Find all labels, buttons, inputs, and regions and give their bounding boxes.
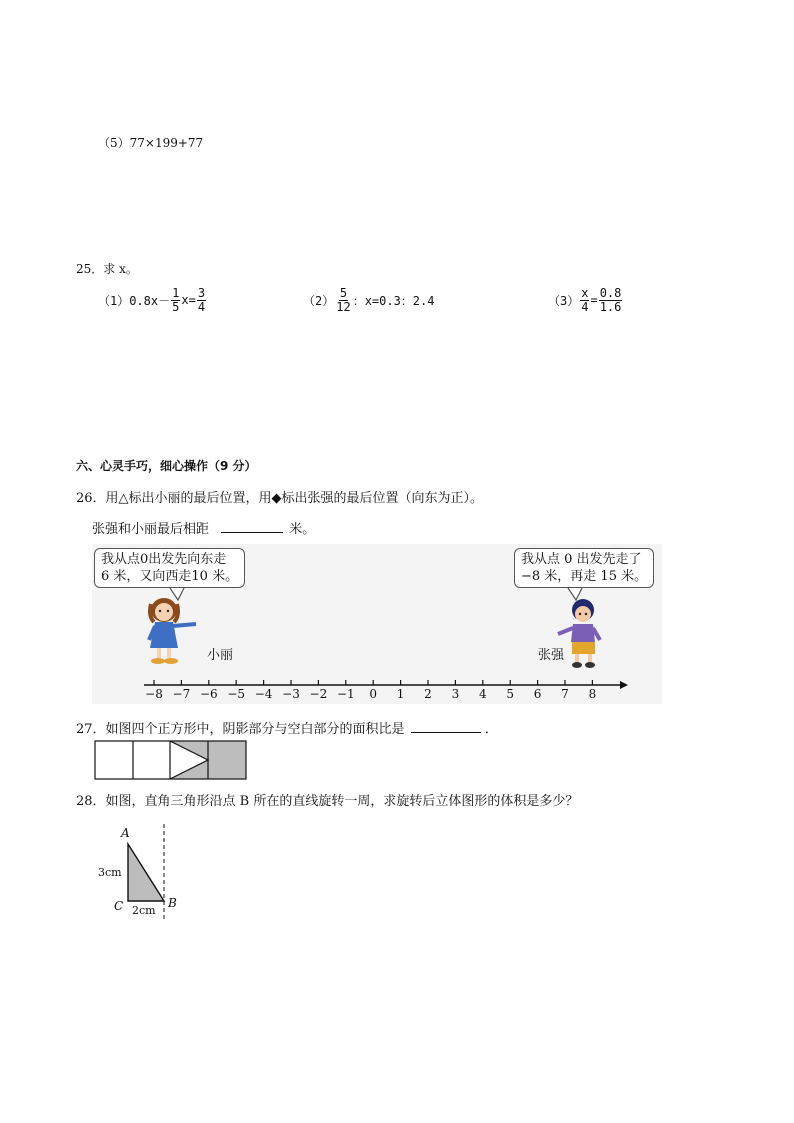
eq2-frac — [335, 287, 351, 313]
label-zhangqiang: 张强 — [538, 648, 565, 663]
q27-squares-figure — [94, 740, 250, 782]
q26-sub — [92, 518, 315, 537]
axis-tick-label: 2 — [424, 687, 432, 701]
axis-tick-label: −2 — [309, 687, 328, 701]
axis-arrow — [620, 681, 628, 689]
label-a: A — [121, 826, 130, 840]
axis-tick-label: 0 — [369, 687, 377, 701]
q25-eq2 — [303, 287, 435, 313]
eq3-mid: = — [590, 293, 598, 308]
axis-tick-label: −8 — [145, 687, 163, 701]
eq3-frac2 — [599, 287, 623, 313]
eq1-prefix: （1）0.8x－ — [98, 293, 171, 308]
label-xiaoli: 小丽 — [207, 648, 234, 663]
eq1-frac2-num: 3 — [197, 286, 206, 300]
eq1-mid: x= — [181, 293, 196, 308]
axis-tick-label: −6 — [199, 687, 218, 701]
eq3-frac1-den: 4 — [581, 299, 589, 314]
q28-text: 28．如图，直角三角形沿点 B 所在的直线旋转一周，求旋转后立体图形的体积是多少？ — [76, 794, 579, 809]
boy-figure — [558, 599, 600, 668]
axis-tick-label: 7 — [561, 687, 569, 701]
number-line-svg — [92, 544, 662, 704]
axis-tick-label: −5 — [227, 687, 246, 701]
q26-sub-before: 张强和小丽最后相距 — [92, 522, 210, 537]
q27-text-row — [76, 718, 498, 737]
axis-tick-label: 1 — [396, 687, 405, 701]
label-b: B — [168, 896, 177, 910]
eq2-rest: ：x=0.3：2.4 — [352, 293, 435, 308]
eq1-frac1 — [171, 287, 180, 313]
q25-eq3 — [548, 287, 623, 313]
q24-item5: （5）77×199+77 — [98, 136, 204, 150]
q26-sub-after: 米。 — [289, 522, 316, 537]
q27-text: 27．如图四个正方形中，阴影部分与空白部分的面积比是 — [76, 722, 405, 737]
q27-answer-blank[interactable] — [411, 720, 481, 733]
label-height: 3cm — [98, 866, 122, 879]
axis-tick-label: 8 — [588, 687, 597, 701]
eq3-frac1-num: x — [581, 286, 589, 300]
label-base: 2cm — [132, 904, 156, 917]
bubble-left-line1: 我从点0出发先向东走 — [101, 552, 227, 567]
section6-title: 六、心灵手巧，细心操作（9 分） — [76, 459, 257, 473]
q26-text: 26．用△标出小丽的最后位置，用◆标出张强的最后位置（向东为正）。 — [76, 491, 484, 506]
eq1-frac1-den: 5 — [172, 299, 180, 314]
square-4-shaded — [208, 741, 246, 779]
axis-tick-label: 4 — [478, 687, 487, 701]
eq1-frac1-num: 1 — [172, 286, 180, 300]
bubble-right-line2: −8 米，再走 15 米。 — [521, 569, 648, 584]
label-c: C — [114, 899, 124, 913]
q25-eq1 — [98, 287, 207, 313]
eq1-frac2-den: 4 — [197, 299, 206, 314]
eq3-frac2-den: 1.6 — [599, 299, 622, 314]
eq3-frac1 — [580, 287, 589, 313]
bubble-right-tail — [568, 588, 582, 600]
q26-answer-blank[interactable] — [221, 520, 283, 533]
girl-figure — [149, 598, 196, 664]
q25-title: 25．求 x。 — [76, 262, 138, 276]
bubble-left-line2: 6 米，又向西走10 米。 — [101, 569, 239, 584]
axis-tick-label: 5 — [506, 687, 514, 701]
eq2-prefix: （2） — [303, 293, 335, 308]
eq3-prefix: （3） — [548, 293, 580, 308]
bubble-left-tail — [170, 588, 184, 600]
axis-tick-label: −4 — [254, 687, 273, 701]
eq2-frac-den: 12 — [336, 299, 351, 314]
axis-tick-label: −3 — [282, 687, 300, 701]
eq2-frac-num: 5 — [339, 286, 348, 300]
axis-ticks — [154, 680, 592, 685]
right-triangle — [128, 844, 164, 901]
eq1-frac2 — [197, 287, 206, 313]
eq3-frac2-num: 0.8 — [599, 286, 622, 300]
axis-tick-label: −1 — [336, 687, 355, 701]
bubble-right-line1: 我从点 0 出发先走了 — [521, 552, 642, 567]
q26-figure — [92, 544, 662, 704]
axis-tick-label: 6 — [533, 687, 542, 701]
axis-tick-label: 3 — [451, 687, 460, 701]
axis-tick-label: −7 — [172, 687, 191, 701]
q27-end: ． — [484, 722, 498, 737]
